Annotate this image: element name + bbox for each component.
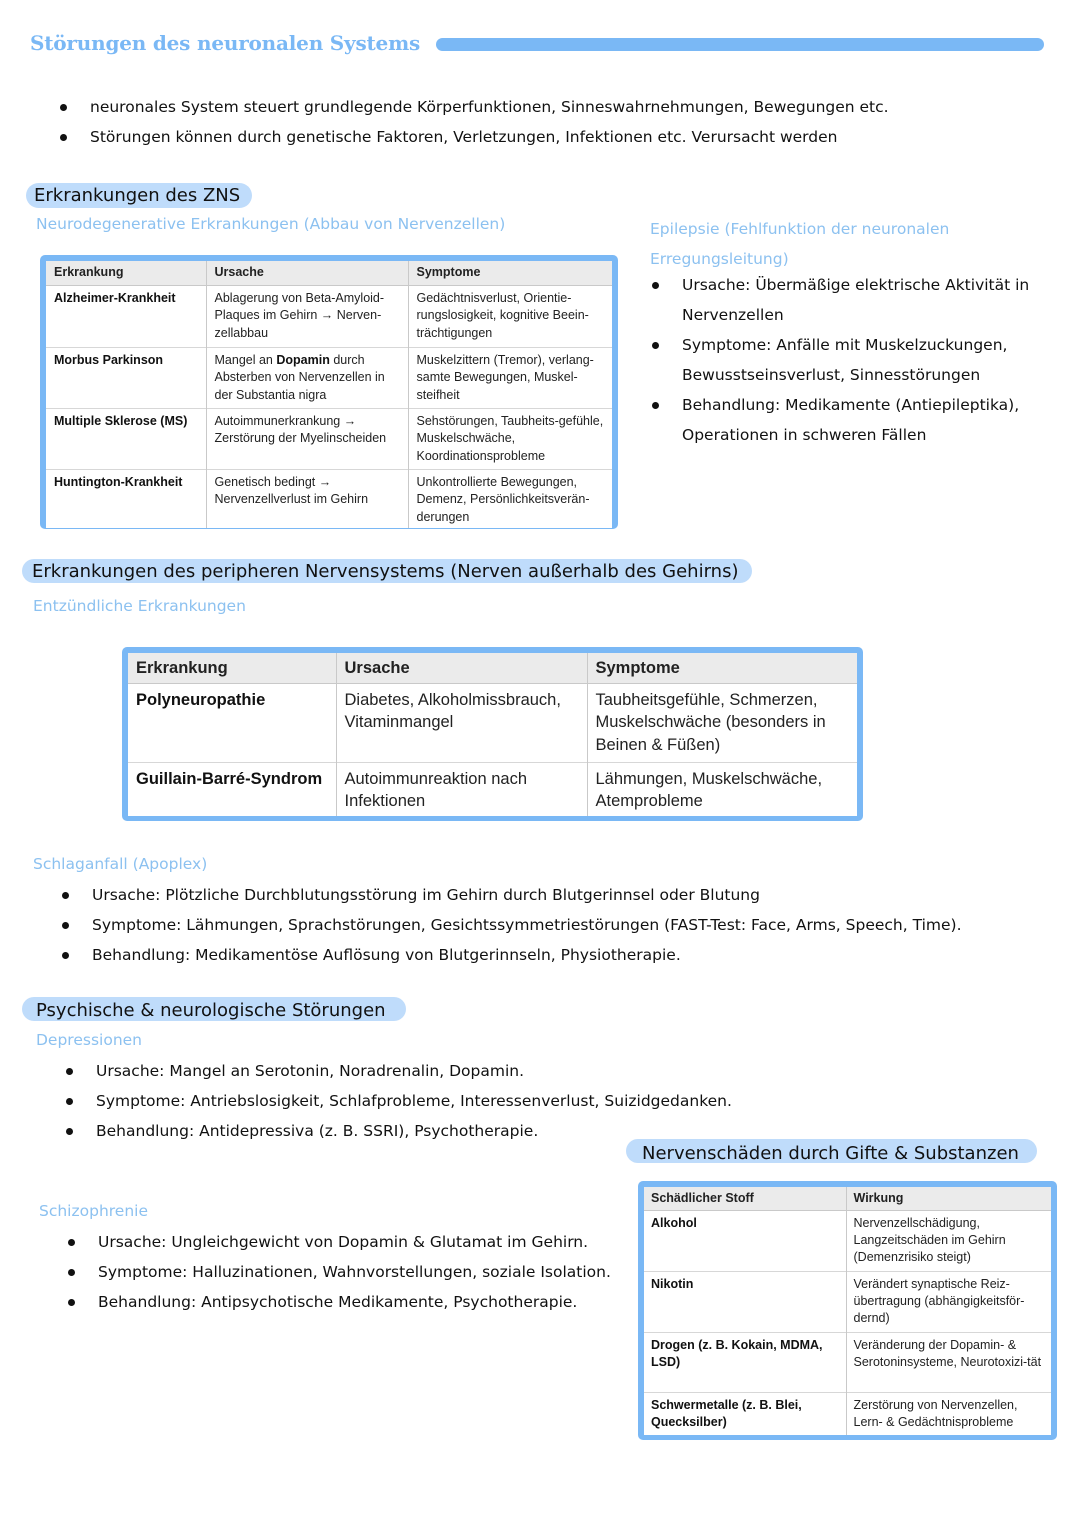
depression-list — [64, 1056, 784, 1146]
intro-bullet: neuronales System steuert grundlegende Körperfunktionen, Sinneswahrnehmungen, Bewegungen etc. — [58, 92, 1058, 122]
depression-bullet: Symptome: Antriebslosigkeit, Schlafprobleme, Interessenverlust, Suizidgedanken. — [64, 1086, 784, 1116]
table-header-row — [128, 653, 857, 683]
table-row — [128, 683, 857, 762]
schizophrenia-bullet: Ursache: Ungleichgewicht von Dopamin & Glutamat im Gehirn. — [66, 1227, 646, 1257]
table-row — [644, 1333, 1051, 1393]
disease-symptoms: Gedächtnisverlust, Orientie-rungslosigkeit, kognitive Beein-trächtigungen — [408, 285, 612, 347]
subheading-inflammatory: Entzündliche Erkrankungen — [33, 597, 246, 615]
stroke-bullet: Ursache: Plötzliche Durchblutungsstörung im Gehirn durch Blutgerinnsel oder Blutung — [60, 880, 1070, 910]
toxins-table-frame — [638, 1181, 1057, 1440]
schizophrenia-list — [66, 1227, 646, 1317]
depression-bullet: Behandlung: Antidepressiva (z. B. SSRI), Psychotherapie. — [64, 1116, 784, 1146]
subheading-depression: Depressionen — [36, 1031, 143, 1049]
section-heading-pns — [22, 559, 752, 583]
section-heading-text: Nervenschäden durch Gifte & Substanzen — [642, 1143, 1019, 1164]
table-header-row — [46, 261, 612, 285]
disease-symptoms: Muskelzittern (Tremor), verlang-samte Bewegungen, Muskel-steifheit — [408, 347, 612, 408]
table-row — [128, 762, 857, 816]
disease-name: Alzheimer-Krankheit — [46, 285, 206, 347]
disease-cause: Genetisch bedingt → Nervenzellverlust im Gehirn — [206, 469, 408, 528]
subheading-stroke: Schlaganfall (Apoplex) — [33, 855, 208, 873]
disease-name: Polyneuropathie — [128, 683, 336, 762]
table-row — [644, 1393, 1051, 1435]
substance-name: Schwermetalle (z. B. Blei, Quecksilber) — [644, 1393, 846, 1435]
table-row — [46, 469, 612, 528]
disease-symptoms: Lähmungen, Muskelschwäche, Atemprobleme — [587, 762, 857, 816]
table-row — [46, 408, 612, 469]
zns-table — [46, 261, 612, 528]
column-header: Erkrankung — [128, 653, 336, 683]
zns-table-frame — [40, 255, 618, 529]
epilepsy-list — [650, 270, 1060, 450]
pns-table-frame — [122, 647, 863, 821]
disease-name: Morbus Parkinson — [46, 347, 206, 408]
substance-effect: Verändert synaptische Reiz-übertragung (abhängigkeitsför-dernd) — [846, 1272, 1051, 1333]
column-header: Symptome — [587, 653, 857, 683]
disease-symptoms: Unkontrollierte Bewegungen, Demenz, Persönlichkeitsverän-derungen — [408, 469, 612, 528]
disease-name: Guillain-Barré-Syndrom — [128, 762, 336, 816]
section-heading-psych — [22, 997, 406, 1021]
section-heading-text: Psychische & neurologische Störungen — [36, 1000, 386, 1021]
disease-cause — [206, 347, 408, 408]
disease-symptoms: Sehstörungen, Taubheits-gefühle, Muskelschwäche, Koordinationsprobleme — [408, 408, 612, 469]
title-decoration-bar — [436, 38, 1044, 51]
disease-cause: Autoimmunerkrankung → Zerstörung der Myelinscheiden — [206, 408, 408, 469]
stroke-bullet: Behandlung: Medikamentöse Auflösung von Blutgerinnseln, Physiotherapie. — [60, 940, 1070, 970]
column-header: Ursache — [206, 261, 408, 285]
stroke-bullet: Symptome: Lähmungen, Sprachstörungen, Gesichtssymmetriestörungen (FAST-Test: Face, Arms, Speech, Time). — [60, 910, 1070, 940]
page-title: Störungen des neuronalen Systems — [30, 31, 421, 55]
substance-effect: Nervenzellschädigung, Langzeitschäden im Gehirn (Demenzrisiko steigt) — [846, 1211, 1051, 1272]
section-heading-text: Erkrankungen des peripheren Nervensystems (Nerven außerhalb des Gehirns) — [32, 561, 739, 582]
substance-name: Alkohol — [644, 1211, 846, 1272]
section-heading-toxins — [626, 1139, 1037, 1163]
substance-name: Drogen (z. B. Kokain, MDMA, LSD) — [644, 1333, 846, 1393]
column-header: Symptome — [408, 261, 612, 285]
table-row — [46, 285, 612, 347]
column-header: Ursache — [336, 653, 587, 683]
intro-list — [58, 92, 1058, 152]
pns-table — [128, 653, 857, 816]
table-row — [46, 347, 612, 408]
schizophrenia-bullet: Symptome: Halluzinationen, Wahnvorstellungen, soziale Isolation. — [66, 1257, 646, 1287]
table-row — [644, 1211, 1051, 1272]
substance-effect: Zerstörung von Nervenzellen, Lern- & Gedächtnisprobleme — [846, 1393, 1051, 1435]
epilepsy-bullet: Symptome: Anfälle mit Muskelzuckungen, Bewusstseinsverlust, Sinnesstörungen — [650, 330, 1060, 390]
intro-bullet: Störungen können durch genetische Faktoren, Verletzungen, Infektionen etc. Verursacht werden — [58, 122, 1058, 152]
table-header-row — [644, 1187, 1051, 1211]
cause-text: Mangel an — [214, 352, 277, 367]
cause-keyword: Dopamin — [276, 352, 330, 367]
substance-effect: Veränderung der Dopamin- & Serotoninsysteme, Neurotoxizi-tät — [846, 1333, 1051, 1393]
disease-cause: Diabetes, Alkoholmissbrauch, Vitaminmangel — [336, 683, 587, 762]
disease-name: Multiple Sklerose (MS) — [46, 408, 206, 469]
table-row — [644, 1272, 1051, 1333]
schizophrenia-bullet: Behandlung: Antipsychotische Medikamente, Psychotherapie. — [66, 1287, 646, 1317]
stroke-list — [60, 880, 1070, 970]
cause-text: durch Absterben von Nervenzellen in der Substantia nigra — [214, 352, 385, 402]
disease-name: Huntington-Krankheit — [46, 469, 206, 528]
disease-cause: Autoimmunreaktion nach Infektionen — [336, 762, 587, 816]
substance-name: Nikotin — [644, 1272, 846, 1333]
column-header: Wirkung — [846, 1187, 1051, 1211]
epilepsy-bullet: Ursache: Übermäßige elektrische Aktivität in Nervenzellen — [650, 270, 1060, 330]
disease-symptoms: Taubheitsgefühle, Schmerzen, Muskelschwäche (besonders in Beinen & Füßen) — [587, 683, 857, 762]
column-header: Schädlicher Stoff — [644, 1187, 846, 1211]
subheading-neurodegenerative: Neurodegenerative Erkrankungen (Abbau von Nervenzellen) — [36, 215, 506, 233]
epilepsy-bullet: Behandlung: Medikamente (Antiepileptika), Operationen in schweren Fällen — [650, 390, 1060, 450]
subheading-epilepsy: Epilepsie (Fehlfunktion der neuronalen Erregungsleitung) — [650, 220, 950, 268]
section-heading-text: Erkrankungen des ZNS — [34, 185, 241, 206]
toxins-table — [644, 1187, 1051, 1435]
disease-cause: Ablagerung von Beta-Amyloid-Plaques im Gehirn → Nerven-zellabbau — [206, 285, 408, 347]
section-heading-zns — [26, 183, 252, 208]
subheading-schizophrenia: Schizophrenie — [39, 1202, 149, 1220]
column-header: Erkrankung — [46, 261, 206, 285]
depression-bullet: Ursache: Mangel an Serotonin, Noradrenalin, Dopamin. — [64, 1056, 784, 1086]
